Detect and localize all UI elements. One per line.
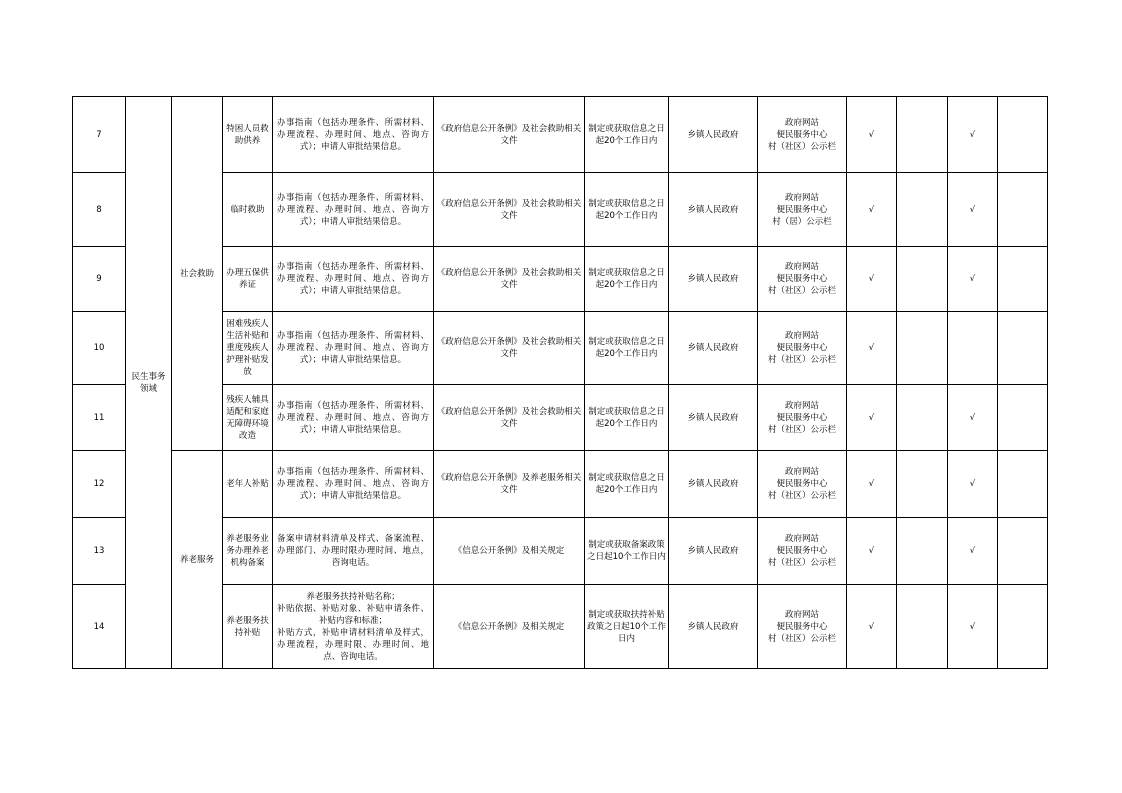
channel-cell: 政府网站 便民服务中心 村（社区）公示栏: [758, 385, 847, 451]
item-name: 老年人补贴: [223, 451, 273, 518]
row-number: 14: [73, 585, 126, 669]
row-number: 7: [73, 97, 126, 173]
check-cell: [998, 247, 1048, 312]
check-cell: √: [847, 97, 897, 173]
item-name: 残疾人辅具 适配和家庭 无障碍环境 改造: [223, 385, 273, 451]
basis-cell: 《信息公开条例》及相关规定: [434, 585, 585, 669]
channel-cell: 政府网站 便民服务中心 村（居）公示栏: [758, 173, 847, 247]
item-name: 办理五保供 养证: [223, 247, 273, 312]
check-cell: [897, 312, 948, 385]
subject-cell: 乡镇人民政府: [669, 451, 758, 518]
check-cell: [998, 312, 1048, 385]
check-cell: [897, 518, 948, 585]
channel-cell: 政府网站 便民服务中心 村（社区）公示栏: [758, 451, 847, 518]
item-name: 养老服务扶 持补贴: [223, 585, 273, 669]
basis-cell: 《政府信息公开条例》及养老服务相关文件: [434, 451, 585, 518]
item-name: 临时救助: [223, 173, 273, 247]
deadline-cell: 制定或获取备案政策之日起10个工作日内: [585, 518, 669, 585]
check-cell: [998, 518, 1048, 585]
check-cell: √: [948, 173, 998, 247]
basis-cell: 《信息公开条例》及相关规定: [434, 518, 585, 585]
check-cell: [948, 312, 998, 385]
item-name: 特困人员救 助供养: [223, 97, 273, 173]
subject-cell: 乡镇人民政府: [669, 247, 758, 312]
check-cell: √: [948, 585, 998, 669]
check-cell: √: [948, 451, 998, 518]
check-cell: [998, 585, 1048, 669]
row-number: 12: [73, 451, 126, 518]
check-cell: [998, 451, 1048, 518]
row-number: 13: [73, 518, 126, 585]
deadline-cell: 制定或获取信息之日起20个工作日内: [585, 97, 669, 173]
check-cell: √: [847, 585, 897, 669]
check-cell: [998, 173, 1048, 247]
basis-cell: 《政府信息公开条例》及社会救助相关文件: [434, 312, 585, 385]
deadline-cell: 制定或获取信息之日起20个工作日内: [585, 451, 669, 518]
content-cell: 办事指南（包括办理条件、所需材料、办理流程、办理时间、地点、咨询方式）；申请人审批结果信息。: [273, 385, 434, 451]
content-cell: 办事指南（包括办理条件、所需材料、办理流程、办理时间、地点、咨询方式）；申请人审批结果信息。: [273, 247, 434, 312]
subject-cell: 乡镇人民政府: [669, 173, 758, 247]
check-cell: √: [948, 97, 998, 173]
check-cell: [998, 385, 1048, 451]
group-cell-social-assistance: 社会救助: [172, 97, 223, 451]
check-cell: √: [847, 173, 897, 247]
row-number: 11: [73, 385, 126, 451]
check-cell: √: [847, 385, 897, 451]
basis-cell: 《政府信息公开条例》及社会救助相关文件: [434, 247, 585, 312]
domain-cell: 民生事务 领域: [126, 97, 172, 669]
channel-cell: 政府网站 便民服务中心 村（社区）公示栏: [758, 518, 847, 585]
check-cell: √: [847, 312, 897, 385]
content-cell: 办事指南（包括办理条件、所需材料、办理流程、办理时间、地点、咨询方式）；申请人审批结果信息。: [273, 451, 434, 518]
basis-cell: 《政府信息公开条例》及社会救助相关文件: [434, 173, 585, 247]
check-cell: [998, 97, 1048, 173]
check-cell: [897, 451, 948, 518]
check-cell: [897, 247, 948, 312]
basis-cell: 《政府信息公开条例》及社会救助相关文件: [434, 97, 585, 173]
check-cell: √: [847, 518, 897, 585]
check-cell: [897, 173, 948, 247]
deadline-cell: 制定或获取扶持补贴政策之日起10个工作日内: [585, 585, 669, 669]
table-row: [73, 451, 1048, 518]
channel-cell: 政府网站 便民服务中心 村（社区）公示栏: [758, 312, 847, 385]
subject-cell: 乡镇人民政府: [669, 385, 758, 451]
check-cell: [897, 585, 948, 669]
content-cell: 养老服务扶持补贴名称； 补贴依据、补贴对象、补贴申请条件、补贴内容和标准； 补贴方式，补贴申请材料清单及样式，办理流程，办理时限、办理时间、地点、咨询电话。: [273, 585, 434, 669]
disclosure-table: [72, 96, 1048, 669]
content-cell: 备案申请材料清单及样式、备案流程、办理部门、办理时限办理时间、地点，咨询电话。: [273, 518, 434, 585]
deadline-cell: 制定或获取信息之日起20个工作日内: [585, 247, 669, 312]
channel-cell: 政府网站 便民服务中心 村（社区）公示栏: [758, 247, 847, 312]
item-name: 养老服务业 务办理养老 机构备案: [223, 518, 273, 585]
channel-cell: 政府网站 便民服务中心 村（社区）公示栏: [758, 585, 847, 669]
content-cell: 办事指南（包括办理条件、所需材料、办理流程、办理时间、地点、咨询方式）；申请人审批结果信息。: [273, 97, 434, 173]
check-cell: √: [948, 518, 998, 585]
deadline-cell: 制定或获取信息之日起20个工作日内: [585, 385, 669, 451]
table-row: [73, 97, 1048, 173]
check-cell: √: [847, 451, 897, 518]
deadline-cell: 制定或获取信息之日起20个工作日内: [585, 312, 669, 385]
check-cell: √: [847, 247, 897, 312]
group-cell-elderly-service: 养老服务: [172, 451, 223, 669]
item-name: 困难残疾人 生活补贴和 重度残疾人 护理补贴发 放: [223, 312, 273, 385]
check-cell: [897, 97, 948, 173]
check-cell: √: [948, 247, 998, 312]
channel-cell: 政府网站 便民服务中心 村（社区）公示栏: [758, 97, 847, 173]
basis-cell: 《政府信息公开条例》及社会救助相关文件: [434, 385, 585, 451]
subject-cell: 乡镇人民政府: [669, 585, 758, 669]
subject-cell: 乡镇人民政府: [669, 312, 758, 385]
row-number: 10: [73, 312, 126, 385]
row-number: 8: [73, 173, 126, 247]
subject-cell: 乡镇人民政府: [669, 518, 758, 585]
check-cell: [897, 385, 948, 451]
content-cell: 办事指南（包括办理条件、所需材料、办理流程、办理时间、地点、咨询方式）；申请人审批结果信息。: [273, 312, 434, 385]
content-cell: 办事指南（包括办理条件、所需材料、办理流程、办理时间、地点、咨询方式）；申请人审批结果信息。: [273, 173, 434, 247]
deadline-cell: 制定或获取信息之日起20个工作日内: [585, 173, 669, 247]
check-cell: √: [948, 385, 998, 451]
row-number: 9: [73, 247, 126, 312]
subject-cell: 乡镇人民政府: [669, 97, 758, 173]
